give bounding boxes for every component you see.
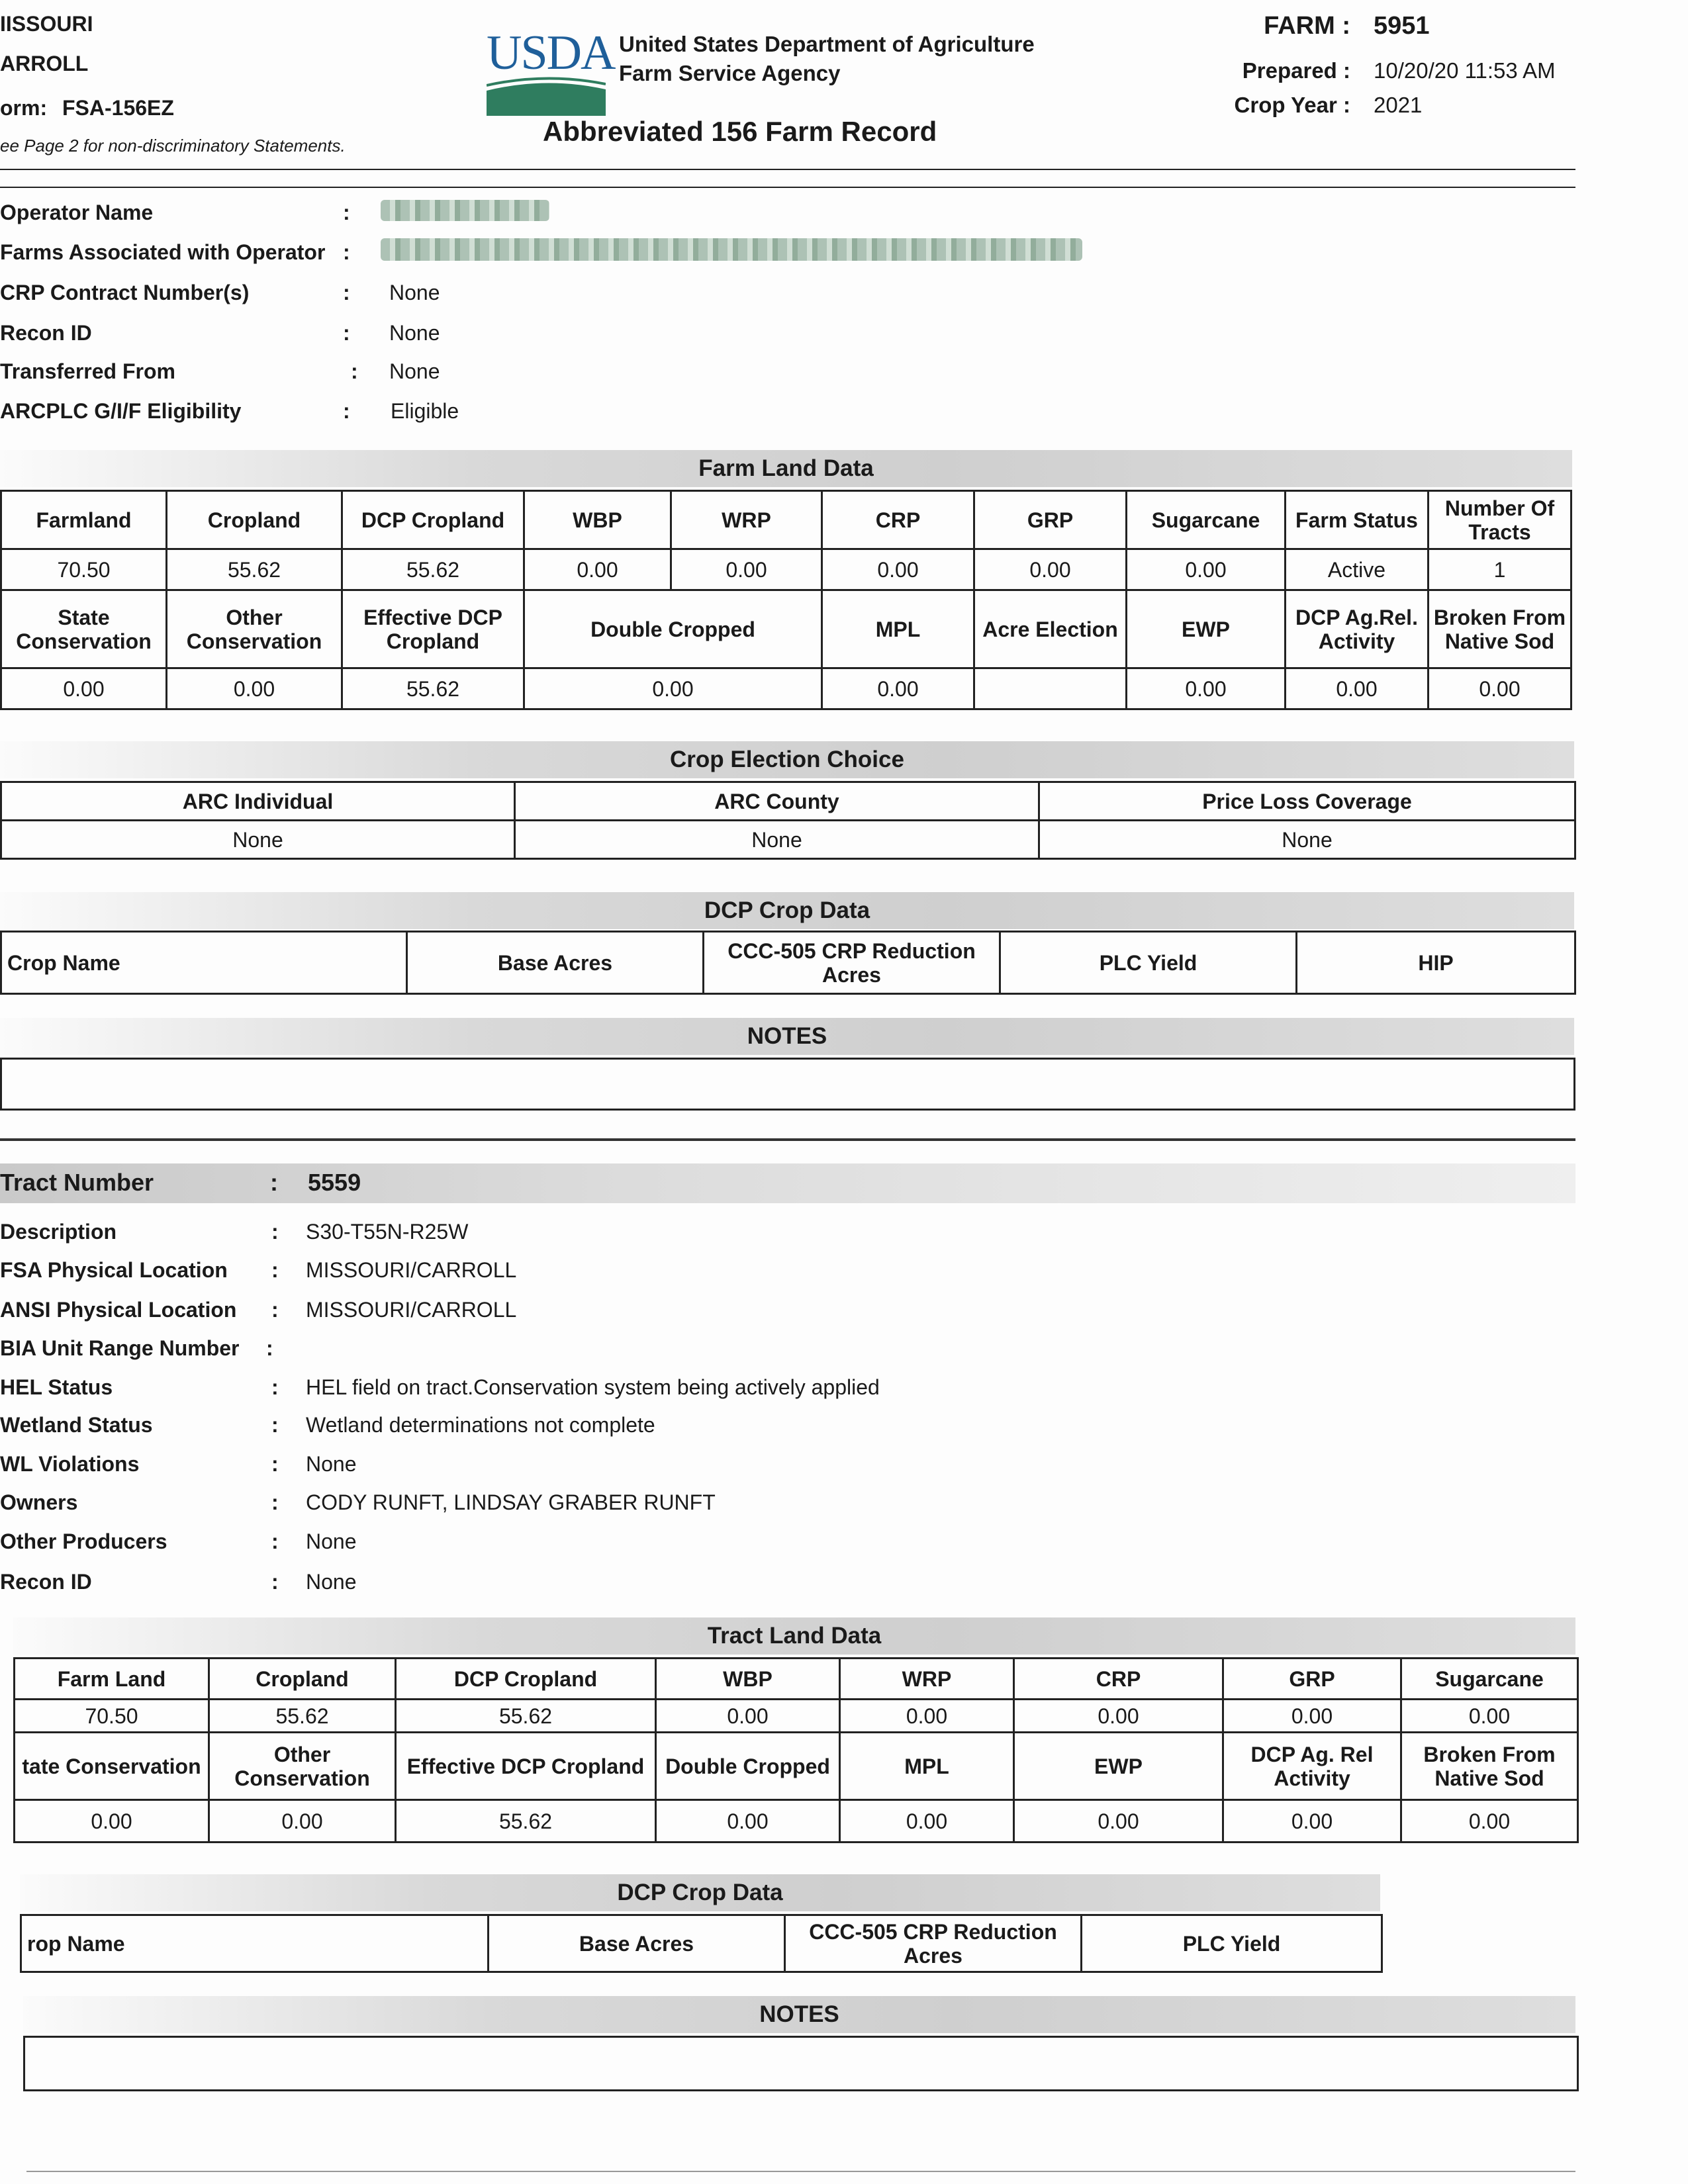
prepared-value: 10/20/20 11:53 AM [1374, 58, 1556, 83]
colon: : [351, 359, 358, 383]
col-header: PLC Yield [1000, 932, 1297, 994]
col-header: WRP [840, 1659, 1014, 1700]
table-row [15, 1700, 1578, 1733]
cell: Active [1286, 549, 1429, 590]
col-header: Base Acres [489, 1915, 785, 1972]
tract-number-label: Tract Number [0, 1169, 154, 1196]
col-header: CCC-505 CRP Reduction Acres [785, 1915, 1082, 1972]
cell: None [1, 821, 515, 859]
tract-dcp-crop-data-title: DCP Crop Data [20, 1874, 1380, 1911]
col-header: WBP [524, 491, 671, 549]
tract-notes-box [23, 2036, 1579, 2091]
form-value: FSA-156EZ [62, 96, 174, 120]
col-header: CRP [1014, 1659, 1223, 1700]
colon: : [266, 1336, 273, 1360]
table-row [1, 932, 1575, 994]
cell [974, 668, 1127, 709]
col-header: EWP [1127, 590, 1286, 668]
cell: 0.00 [974, 549, 1127, 590]
table-row [15, 1733, 1578, 1800]
arcplc-eligibility-label: ARCPLC G/I/F Eligibility [0, 399, 242, 423]
cell: None [515, 821, 1039, 859]
col-header: Broken From Native Sod [1401, 1733, 1578, 1800]
tract-recon-id-label: Recon ID [0, 1570, 92, 1594]
farms-associated-label: Farms Associated with Operator [0, 240, 326, 264]
colon: : [271, 1220, 279, 1244]
tract-land-data-title: Tract Land Data [13, 1617, 1575, 1655]
recon-id-label: Recon ID [0, 321, 92, 345]
col-header: State Conservation [1, 590, 167, 668]
table-row [21, 1915, 1382, 1972]
table-row [1, 549, 1571, 590]
cell: 0.00 [1, 668, 167, 709]
wetland-status-value: Wetland determinations not complete [306, 1413, 655, 1437]
table-row [15, 1659, 1578, 1700]
agency-name [619, 30, 1035, 88]
redacted-associated-farms [381, 238, 1082, 261]
footer-rule [26, 2171, 1575, 2172]
cell: 55.62 [342, 549, 524, 590]
farm-label: FARM : [1264, 12, 1350, 40]
cell: 0.00 [1286, 668, 1429, 709]
tract-notes-title: NOTES [23, 1996, 1575, 2033]
description-label: Description [0, 1220, 117, 1244]
crop-election-title: Crop Election Choice [0, 741, 1574, 778]
colon: : [343, 321, 350, 345]
tract-number-band [0, 1163, 1575, 1203]
farm-land-data-title: Farm Land Data [0, 450, 1572, 487]
col-header: DCP Ag.Rel. Activity [1286, 590, 1429, 668]
ansi-location-label: ANSI Physical Location [0, 1298, 237, 1322]
cell: 0.00 [822, 668, 974, 709]
col-header: Effective DCP Cropland [396, 1733, 656, 1800]
operator-name-label: Operator Name [0, 201, 154, 224]
description-value: S30-T55N-R25W [306, 1220, 469, 1244]
cell: 55.62 [396, 1800, 656, 1843]
cell: 0.00 [1014, 1800, 1223, 1843]
tract-dcp-crop-data-table [20, 1914, 1383, 1973]
wl-violations-value: None [306, 1452, 357, 1476]
other-producers-value: None [306, 1529, 357, 1553]
col-header: Other Conservation [167, 590, 342, 668]
crop-year-value: 2021 [1374, 93, 1423, 117]
colon: : [271, 1529, 279, 1553]
cell: None [1039, 821, 1575, 859]
col-header: Other Conservation [209, 1733, 396, 1800]
col-header: Farm Status [1286, 491, 1429, 549]
dcp-crop-data-title: DCP Crop Data [0, 892, 1574, 929]
hel-status-label: HEL Status [0, 1375, 113, 1399]
owners-label: Owners [0, 1490, 78, 1514]
owners-value: CODY RUNFT, LINDSAY GRABER RUNFT [306, 1490, 716, 1514]
cell: 55.62 [167, 549, 342, 590]
header-rule-bottom [0, 187, 1575, 188]
wl-violations-label: WL Violations [0, 1452, 140, 1476]
notes-title: NOTES [0, 1018, 1574, 1055]
arcplc-eligibility-value: Eligible [391, 399, 459, 423]
col-header: EWP [1014, 1733, 1223, 1800]
cell: 0.00 [15, 1800, 209, 1843]
cell: 0.00 [822, 549, 974, 590]
usda-logo-text: USDA [487, 26, 615, 80]
notes-box [0, 1058, 1575, 1111]
col-header: Sugarcane [1401, 1659, 1578, 1700]
cell: 0.00 [1223, 1700, 1401, 1733]
crop-election-table [0, 781, 1576, 860]
col-header: DCP Ag. Rel Activity [1223, 1733, 1401, 1800]
table-row [1, 491, 1571, 549]
col-header: Broken From Native Sod [1429, 590, 1571, 668]
ansi-location-value: MISSOURI/CARROLL [306, 1298, 517, 1322]
colon: : [271, 1375, 279, 1399]
col-header: tate Conservation [15, 1733, 209, 1800]
col-header: HIP [1297, 932, 1575, 994]
cell: 0.00 [1401, 1700, 1578, 1733]
col-header: Base Acres [407, 932, 704, 994]
col-header: rop Name [21, 1915, 489, 1972]
cell: 55.62 [342, 668, 524, 709]
colon: : [271, 1258, 279, 1282]
transferred-from-label: Transferred From [0, 359, 175, 383]
cell: 70.50 [1, 549, 167, 590]
col-header: Farmland [1, 491, 167, 549]
cell: 0.00 [671, 549, 822, 590]
header-rule-top [0, 169, 1575, 170]
cell: 0.00 [167, 668, 342, 709]
section-divider [0, 1138, 1575, 1141]
cell: 70.50 [15, 1700, 209, 1733]
colon: : [271, 1452, 279, 1476]
agency-line-2: Farm Service Agency [619, 61, 841, 85]
col-header: Number Of Tracts [1429, 491, 1571, 549]
col-header: Cropland [209, 1659, 396, 1700]
crp-contract-label: CRP Contract Number(s) [0, 281, 250, 304]
colon: : [271, 1413, 279, 1437]
page-title: Abbreviated 156 Farm Record [543, 116, 937, 147]
cell: 0.00 [656, 1800, 840, 1843]
cell: 0.00 [1223, 1800, 1401, 1843]
col-header: Cropland [167, 491, 342, 549]
other-producers-label: Other Producers [0, 1529, 167, 1553]
col-header: CRP [822, 491, 974, 549]
colon: : [271, 1570, 279, 1594]
col-header: Effective DCP Cropland [342, 590, 524, 668]
fsa-location-value: MISSOURI/CARROLL [306, 1258, 517, 1282]
cell: 55.62 [396, 1700, 656, 1733]
cell: 0.00 [1429, 668, 1571, 709]
usda-logo [487, 26, 615, 114]
col-header: CCC-505 CRP Reduction Acres [704, 932, 1000, 994]
cell: 0.00 [840, 1800, 1014, 1843]
cell: 0.00 [840, 1700, 1014, 1733]
colon: : [271, 1298, 279, 1322]
col-header: PLC Yield [1082, 1915, 1382, 1972]
form-id [0, 96, 174, 120]
farm-land-data-table [0, 490, 1572, 710]
cell: 0.00 [524, 668, 822, 709]
cell: 0.00 [1014, 1700, 1223, 1733]
col-header: Acre Election [974, 590, 1127, 668]
col-header: MPL [822, 590, 974, 668]
col-header: Price Loss Coverage [1039, 782, 1575, 821]
agency-line-1: United States Department of Agriculture [619, 32, 1035, 56]
col-header: Double Cropped [656, 1733, 840, 1800]
fsa-location-label: FSA Physical Location [0, 1258, 228, 1282]
cell: 0.00 [1401, 1800, 1578, 1843]
wetland-status-label: Wetland Status [0, 1413, 153, 1437]
bia-unit-label: BIA Unit Range Number [0, 1336, 240, 1360]
colon: : [271, 1490, 279, 1514]
colon: : [270, 1169, 278, 1196]
cell: 55.62 [209, 1700, 396, 1733]
transferred-from-value: None [389, 359, 440, 383]
col-header: GRP [974, 491, 1127, 549]
cell: 0.00 [1127, 668, 1286, 709]
colon: : [343, 281, 350, 304]
colon: : [343, 201, 350, 224]
tract-number-value: 5559 [308, 1169, 361, 1196]
col-header: ARC Individual [1, 782, 515, 821]
col-header: Sugarcane [1127, 491, 1286, 549]
col-header: WRP [671, 491, 822, 549]
table-row [15, 1800, 1578, 1843]
col-header: WBP [656, 1659, 840, 1700]
col-header: MPL [840, 1733, 1014, 1800]
col-header: DCP Cropland [396, 1659, 656, 1700]
county-name: ARROLL [0, 52, 89, 75]
hel-status-value: HEL field on tract.Conservation system being actively applied [306, 1375, 880, 1399]
redacted-operator-name [381, 200, 549, 221]
colon: : [343, 240, 350, 264]
col-header: GRP [1223, 1659, 1401, 1700]
cell: 0.00 [524, 549, 671, 590]
crp-contract-value: None [389, 281, 440, 304]
farm-number: 5951 [1374, 12, 1430, 40]
table-row [1, 821, 1575, 859]
tract-recon-id-value: None [306, 1570, 357, 1594]
cell: 0.00 [656, 1700, 840, 1733]
col-header: ARC County [515, 782, 1039, 821]
statement-note: ee Page 2 for non-discriminatory Statements. [0, 136, 346, 156]
col-header: Farm Land [15, 1659, 209, 1700]
col-header: DCP Cropland [342, 491, 524, 549]
cell: 0.00 [209, 1800, 396, 1843]
col-header: Double Cropped [524, 590, 822, 668]
crop-year-label: Crop Year : [1234, 93, 1350, 117]
tract-land-data-table [13, 1657, 1579, 1843]
dcp-crop-data-table [0, 931, 1576, 995]
table-row [1, 668, 1571, 709]
form-label: orm: [0, 96, 48, 120]
table-row [1, 590, 1571, 668]
prepared-label: Prepared : [1242, 58, 1350, 83]
colon: : [343, 399, 350, 423]
cell: 0.00 [1127, 549, 1286, 590]
recon-id-value: None [389, 321, 440, 345]
cell: 1 [1429, 549, 1571, 590]
table-row [1, 782, 1575, 821]
state-name: IISSOURI [0, 12, 93, 36]
usda-logo-hills-icon [487, 76, 606, 116]
col-header: Crop Name [1, 932, 407, 994]
